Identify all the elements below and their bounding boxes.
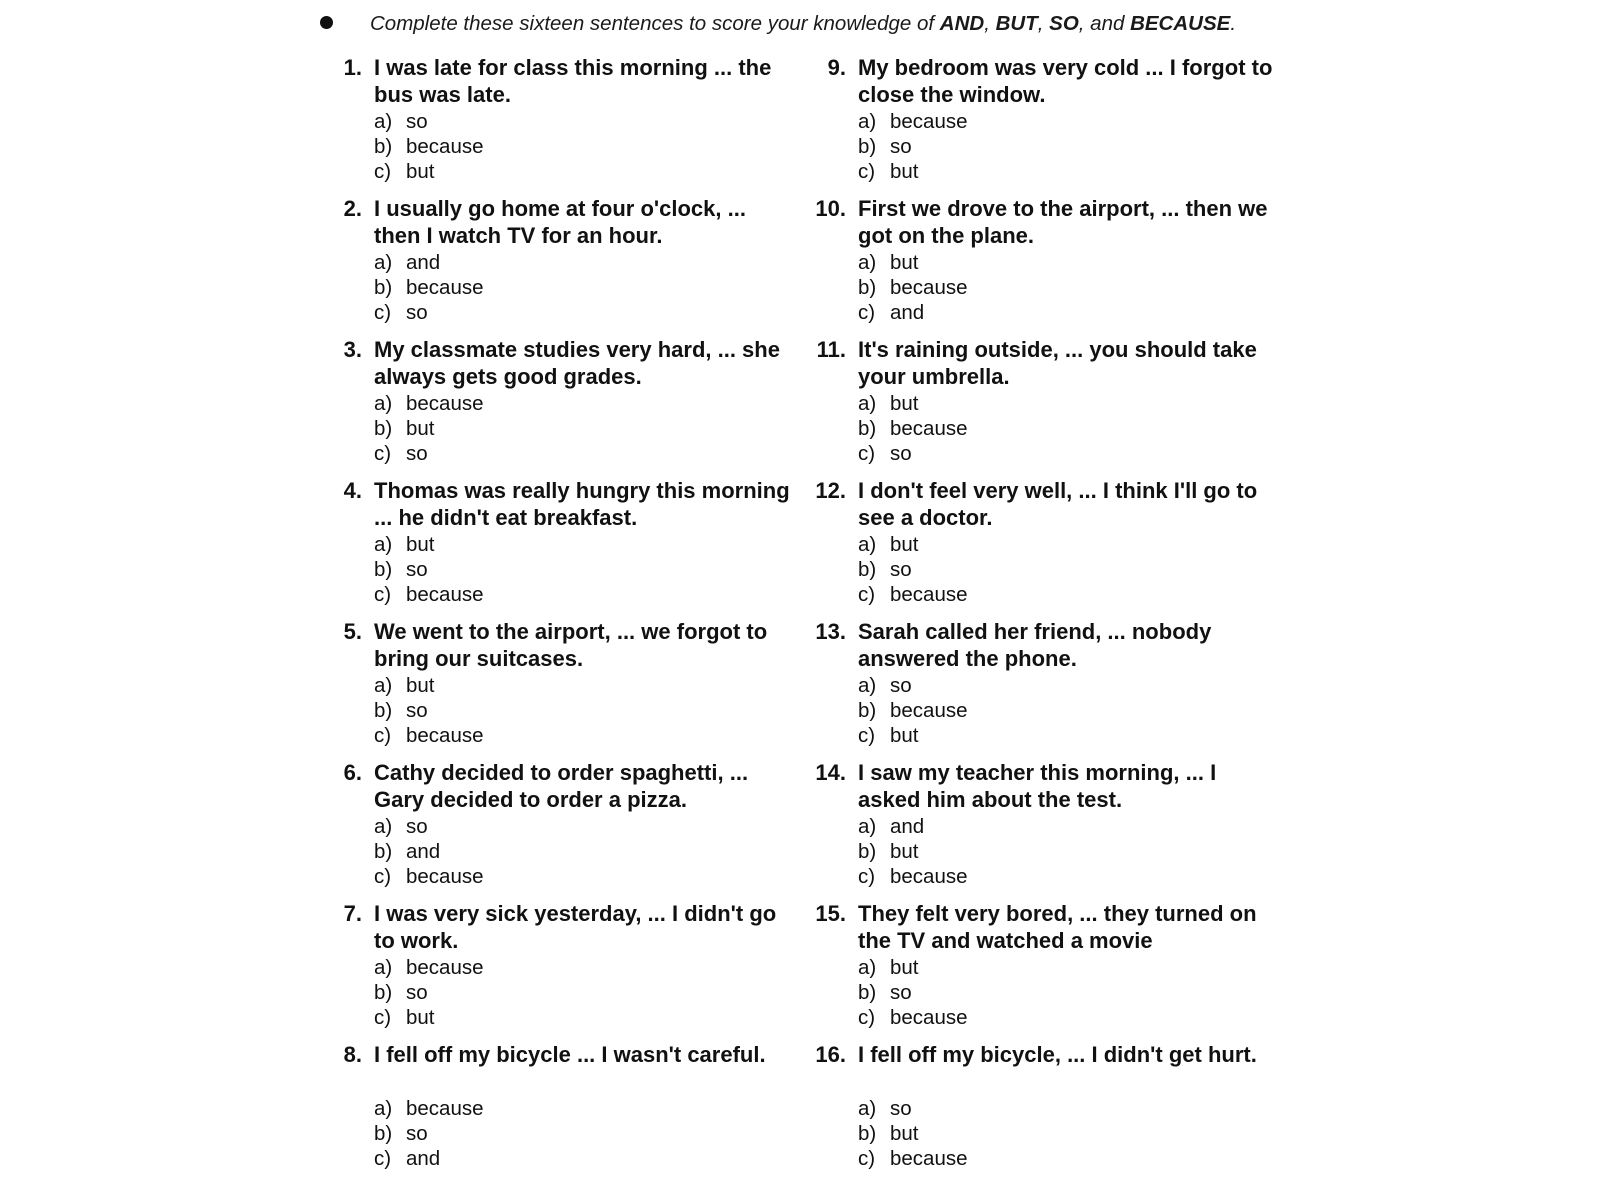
- instruction-separator: ,: [984, 12, 996, 35]
- option-letter: a): [374, 110, 393, 133]
- option-text: so: [406, 110, 428, 133]
- answer-option[interactable]: [374, 416, 484, 441]
- option-text: because: [890, 865, 968, 888]
- answer-option[interactable]: [858, 391, 968, 416]
- option-letter: b): [858, 981, 877, 1004]
- option-text: but: [890, 840, 919, 863]
- answer-option[interactable]: [858, 1005, 968, 1030]
- answer-option[interactable]: [374, 698, 484, 723]
- option-text: but: [890, 724, 919, 747]
- option-letter: a): [374, 1097, 393, 1120]
- answer-option[interactable]: [374, 723, 484, 748]
- option-text: so: [890, 558, 912, 581]
- answer-option[interactable]: [374, 134, 484, 159]
- option-letter: a): [374, 392, 393, 415]
- option-text: and: [406, 1147, 441, 1170]
- option-text: but: [890, 533, 919, 556]
- question-number: 14.: [815, 760, 846, 785]
- option-text: because: [890, 1006, 968, 1029]
- answer-option[interactable]: [374, 839, 484, 864]
- option-letter: b): [374, 135, 393, 158]
- question-number: 7.: [343, 901, 362, 926]
- option-text: so: [406, 1122, 428, 1145]
- answer-option[interactable]: [858, 839, 968, 864]
- answer-options: [858, 1096, 968, 1171]
- answer-option[interactable]: [858, 1096, 968, 1121]
- answer-option[interactable]: [858, 532, 968, 557]
- option-letter: b): [858, 558, 877, 581]
- answer-option[interactable]: [374, 1005, 484, 1030]
- option-text: so: [406, 442, 428, 465]
- answer-options: [858, 250, 968, 325]
- answer-options: [858, 814, 968, 889]
- answer-options: [858, 109, 968, 184]
- question-number: 9.: [827, 55, 846, 80]
- option-letter: c): [858, 301, 876, 324]
- question-text: I saw my teacher this morning, ... I asked him about the test.: [858, 760, 1217, 812]
- question-text: Sarah called her friend, ... nobody answered the phone.: [858, 619, 1212, 671]
- answer-option[interactable]: [374, 250, 484, 275]
- option-letter: c): [374, 160, 392, 183]
- question-number: 5.: [343, 619, 362, 644]
- option-letter: b): [858, 135, 877, 158]
- answer-option[interactable]: [374, 557, 484, 582]
- option-text: so: [890, 674, 912, 697]
- option-letter: a): [374, 956, 393, 979]
- option-letter: b): [374, 840, 393, 863]
- option-text: because: [890, 583, 968, 606]
- instruction-separator: ,: [1037, 12, 1050, 35]
- answer-option[interactable]: [858, 980, 968, 1005]
- option-text: so: [406, 981, 428, 1004]
- option-text: because: [406, 865, 484, 888]
- option-letter: b): [858, 1122, 877, 1145]
- option-text: but: [890, 251, 919, 274]
- answer-option[interactable]: [374, 864, 484, 889]
- instruction-prefix: Complete these sixteen sentences to score your knowledge of: [370, 12, 940, 35]
- answer-option[interactable]: [374, 955, 484, 980]
- answer-option[interactable]: [858, 698, 968, 723]
- option-text: so: [406, 558, 428, 581]
- answer-option[interactable]: [858, 134, 968, 159]
- question-number: 16.: [815, 1042, 846, 1067]
- option-letter: a): [858, 956, 877, 979]
- instruction-suffix: .: [1230, 12, 1237, 35]
- question-number: 1.: [343, 55, 362, 80]
- question-text: I fell off my bicycle ... I wasn't careful.: [374, 1042, 766, 1067]
- option-text: and: [890, 301, 925, 324]
- answer-option[interactable]: [858, 723, 968, 748]
- option-letter: c): [374, 583, 392, 606]
- bullet-icon: [320, 16, 333, 29]
- option-text: so: [890, 442, 912, 465]
- option-letter: c): [374, 865, 392, 888]
- answer-option[interactable]: [374, 391, 484, 416]
- answer-options: [374, 955, 484, 1030]
- question-text: They felt very bored, ... they turned on the TV and watched a movie: [858, 901, 1257, 953]
- option-letter: a): [858, 392, 877, 415]
- answer-options: [374, 250, 484, 325]
- answer-option[interactable]: [858, 441, 968, 466]
- answer-option[interactable]: [858, 1146, 968, 1171]
- option-text: but: [406, 1006, 435, 1029]
- instruction-text: [370, 10, 1236, 37]
- question-number: 15.: [815, 901, 846, 926]
- question-number: 13.: [815, 619, 846, 644]
- option-text: because: [406, 956, 484, 979]
- option-letter: c): [374, 1147, 392, 1170]
- answer-option[interactable]: [858, 159, 968, 184]
- question-text: My classmate studies very hard, ... she always gets good grades.: [374, 337, 780, 389]
- answer-option[interactable]: [374, 582, 484, 607]
- keyword-and: AND: [939, 12, 985, 35]
- option-letter: a): [374, 815, 393, 838]
- option-letter: c): [374, 724, 392, 747]
- option-text: because: [890, 276, 968, 299]
- option-text: because: [406, 583, 484, 606]
- option-letter: a): [858, 674, 877, 697]
- option-text: but: [406, 160, 435, 183]
- question-number: 3.: [343, 337, 362, 362]
- answer-option[interactable]: [858, 864, 968, 889]
- keyword-but: BUT: [995, 12, 1038, 35]
- option-letter: c): [858, 724, 876, 747]
- option-text: but: [406, 417, 435, 440]
- option-letter: b): [858, 276, 877, 299]
- answer-option[interactable]: [858, 300, 968, 325]
- option-text: so: [890, 1097, 912, 1120]
- answer-option[interactable]: [858, 250, 968, 275]
- answer-option[interactable]: [374, 1146, 484, 1171]
- option-letter: c): [858, 442, 876, 465]
- question-number: 6.: [343, 760, 362, 785]
- answer-option[interactable]: [374, 109, 484, 134]
- question-text: Thomas was really hungry this morning ... he didn't eat breakfast.: [374, 478, 790, 530]
- option-letter: a): [858, 533, 877, 556]
- option-text: because: [406, 135, 484, 158]
- answer-option[interactable]: [858, 955, 968, 980]
- option-text: because: [406, 1097, 484, 1120]
- option-text: because: [406, 276, 484, 299]
- option-text: and: [406, 840, 441, 863]
- option-text: but: [890, 1122, 919, 1145]
- answer-options: [374, 673, 484, 748]
- option-letter: a): [374, 533, 393, 556]
- answer-option[interactable]: [858, 814, 968, 839]
- option-text: but: [890, 160, 919, 183]
- option-letter: c): [858, 160, 876, 183]
- option-text: so: [406, 699, 428, 722]
- option-letter: c): [858, 865, 876, 888]
- option-letter: c): [374, 1006, 392, 1029]
- option-letter: a): [858, 110, 877, 133]
- answer-options: [374, 391, 484, 466]
- question-number: 4.: [343, 478, 362, 503]
- answer-option[interactable]: [374, 1096, 484, 1121]
- question-text: I don't feel very well, ... I think I'll go to see a doctor.: [858, 478, 1258, 530]
- answer-option[interactable]: [858, 109, 968, 134]
- answer-option[interactable]: [374, 980, 484, 1005]
- question-text: Cathy decided to order spaghetti, ... Gary decided to order a pizza.: [374, 760, 749, 812]
- answer-option[interactable]: [858, 416, 968, 441]
- option-text: but: [890, 392, 919, 415]
- option-letter: b): [374, 981, 393, 1004]
- option-letter: a): [858, 1097, 877, 1120]
- question-text: I was very sick yesterday, ... I didn't go to work.: [374, 901, 777, 953]
- question-number: 8.: [343, 1042, 362, 1067]
- answer-options: [858, 955, 968, 1030]
- answer-option[interactable]: [374, 532, 484, 557]
- option-text: because: [406, 724, 484, 747]
- option-letter: c): [858, 1006, 876, 1029]
- option-text: so: [890, 981, 912, 1004]
- answer-option[interactable]: [374, 673, 484, 698]
- option-text: and: [406, 251, 441, 274]
- answer-options: [374, 532, 484, 607]
- option-text: and: [890, 815, 925, 838]
- option-letter: b): [858, 417, 877, 440]
- option-text: because: [890, 110, 968, 133]
- answer-option[interactable]: [374, 275, 484, 300]
- option-text: because: [890, 417, 968, 440]
- answer-options: [858, 532, 968, 607]
- option-letter: b): [374, 1122, 393, 1145]
- answer-option[interactable]: [374, 441, 484, 466]
- option-letter: b): [374, 417, 393, 440]
- answer-option[interactable]: [858, 1121, 968, 1146]
- question-text: I was late for class this morning ... the bus was late.: [374, 55, 772, 107]
- option-text: but: [406, 674, 435, 697]
- option-letter: c): [858, 1147, 876, 1170]
- option-text: because: [890, 699, 968, 722]
- answer-option[interactable]: [374, 814, 484, 839]
- question-number: 10.: [815, 196, 846, 221]
- question-text: My bedroom was very cold ... I forgot to close the window.: [858, 55, 1273, 107]
- question-text: We went to the airport, ... we forgot to bring our suitcases.: [374, 619, 768, 671]
- question-text: First we drove to the airport, ... then we got on the plane.: [858, 196, 1268, 248]
- option-letter: c): [374, 442, 392, 465]
- option-letter: b): [374, 276, 393, 299]
- option-letter: b): [374, 558, 393, 581]
- answer-option[interactable]: [858, 557, 968, 582]
- answer-option[interactable]: [858, 673, 968, 698]
- answer-option[interactable]: [858, 275, 968, 300]
- option-text: but: [406, 533, 435, 556]
- option-letter: b): [858, 840, 877, 863]
- option-letter: a): [374, 674, 393, 697]
- option-letter: c): [858, 583, 876, 606]
- option-text: because: [890, 1147, 968, 1170]
- option-text: so: [406, 301, 428, 324]
- option-letter: c): [374, 301, 392, 324]
- option-text: so: [406, 815, 428, 838]
- answer-options: [374, 109, 484, 184]
- answer-option[interactable]: [858, 582, 968, 607]
- option-letter: a): [858, 815, 877, 838]
- option-letter: b): [374, 699, 393, 722]
- question-text: I usually go home at four o'clock, ... then I watch TV for an hour.: [374, 196, 746, 248]
- question-text: It's raining outside, ... you should take your umbrella.: [858, 337, 1257, 389]
- question-number: 11.: [816, 337, 846, 362]
- answer-option[interactable]: [374, 300, 484, 325]
- keyword-because: BECAUSE: [1130, 12, 1231, 35]
- question-text: I fell off my bicycle, ... I didn't get hurt.: [858, 1042, 1257, 1067]
- option-text: because: [406, 392, 484, 415]
- option-text: but: [890, 956, 919, 979]
- keyword-so: SO: [1049, 12, 1079, 35]
- instruction-separator: , and: [1078, 12, 1131, 35]
- question-number: 2.: [343, 196, 362, 221]
- answer-options: [374, 814, 484, 889]
- answer-options: [374, 1096, 484, 1171]
- option-letter: a): [374, 251, 393, 274]
- question-number: 12.: [815, 478, 846, 503]
- option-letter: a): [858, 251, 877, 274]
- answer-option[interactable]: [374, 1121, 484, 1146]
- option-text: so: [890, 135, 912, 158]
- answer-options: [858, 673, 968, 748]
- answer-options: [858, 391, 968, 466]
- option-letter: b): [858, 699, 877, 722]
- answer-option[interactable]: [374, 159, 484, 184]
